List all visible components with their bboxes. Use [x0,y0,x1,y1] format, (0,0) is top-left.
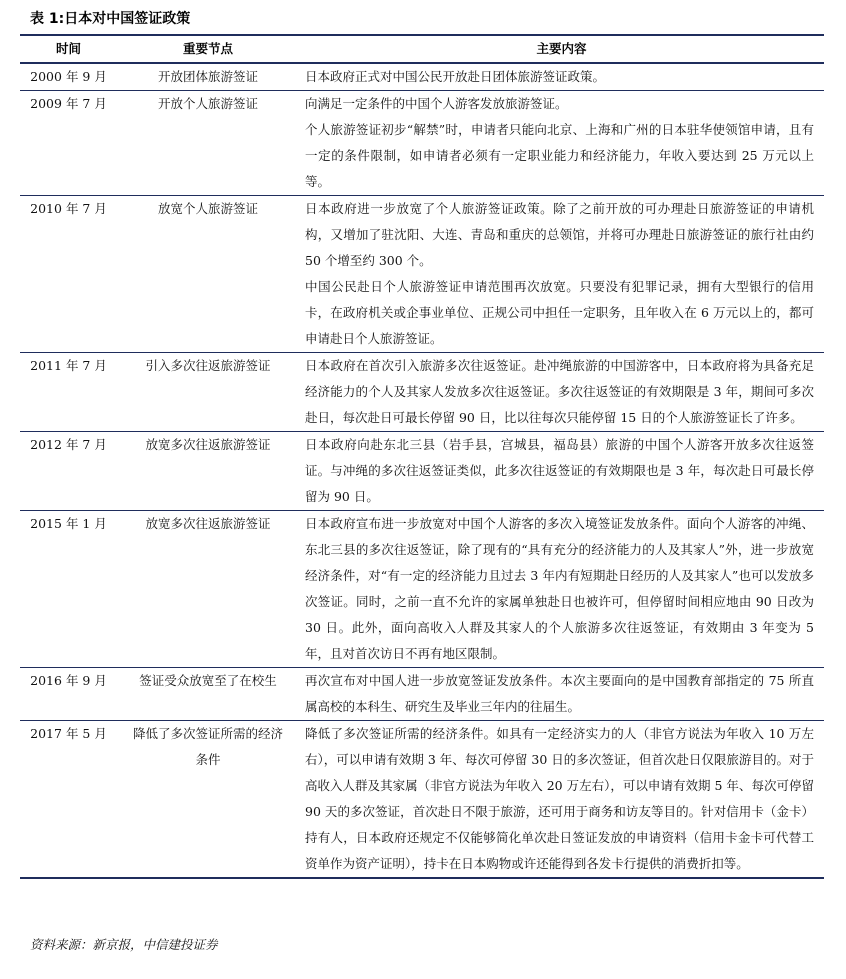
row-node: 放宽个人旅游签证 [117,196,299,353]
table-row [20,432,824,511]
row-time: 2017 年 5 月 [20,721,117,879]
content-paragraph: 日本政府向赴东北三县（岩手县，宫城县，福岛县）旅游的中国个人游客开放多次往返签证。与冲绳的多次往返签证类似，此多次往返签证的有效期限也是 3 年，每次赴日可最长停留为 90 日。 [305,437,814,504]
table-row [20,63,824,91]
row-time: 2000 年 9 月 [20,63,117,91]
content-paragraph: 中国公民赴日个人旅游签证申请范围再次放宽。只要没有犯罪记录，拥有大型银行的信用卡，在政府机关或企事业单位、正规公司中担任一定职务，且年收入在 6 万元以上的，都可申请赴日个人旅游签证。 [305,279,814,346]
row-time: 2010 年 7 月 [20,196,117,353]
row-content [299,668,824,721]
header-node: 重要节点 [117,35,299,63]
table-row [20,668,824,721]
row-content [299,511,824,668]
content-paragraph: 日本政府进一步放宽了个人旅游签证政策。除了之前开放的可办理赴日旅游签证的申请机构，又增加了驻沈阳、大连、青岛和重庆的总领馆，并将可办理赴日旅游签证的旅行社由约 50 个增至约 300 个。 [305,201,814,268]
table-row [20,196,824,353]
table-row [20,91,824,196]
content-paragraph: 降低了多次签证所需的经济条件。如具有一定经济实力的人（非官方说法为年收入 10 万左右），可以申请有效期 3 年、每次可停留 30 日的多次签证，但首次赴日仅限旅游目的。对于高收入人群及其家属（非官方说法为年收入 20 万左右），可以申请有效期 5 年、每次可停留 90 天的多次签证，首次赴日不限于旅游，还可用于商务和访友等目的。针对信用卡（金卡）持有人，日本政府还规定不仅能够简化单次赴日签证发放的申请资料（信用卡金卡可代替工资单作为资产证明），持卡在日本购物或许还能得到各发卡行提供的消费折扣等。 [305,726,814,871]
row-time: 2012 年 7 月 [20,432,117,511]
table-title: 表 1:日本对中国签证政策 [30,11,191,27]
row-time: 2009 年 7 月 [20,91,117,196]
content-paragraph: 日本政府在首次引入旅游多次往返签证。赴冲绳旅游的中国游客中，日本政府将为具备充足经济能力的个人及其家人发放多次往返签证。多次往返签证的有效期限是 3 年，期间可多次赴日，每次赴日可最长停留 90 日，比以往每次只能停留 15 日的个人旅游签证长了许多。 [305,358,814,425]
row-content [299,196,824,353]
row-time: 2016 年 9 月 [20,668,117,721]
row-node: 开放团体旅游签证 [117,63,299,91]
row-node: 降低了多次签证所需的经济条件 [117,721,299,879]
row-node: 开放个人旅游签证 [117,91,299,196]
row-content [299,721,824,879]
row-node: 放宽多次往返旅游签证 [117,432,299,511]
content-paragraph: 日本政府正式对中国公民开放赴日团体旅游签证政策。 [305,69,606,84]
header-time: 时间 [20,35,117,63]
table-row [20,353,824,432]
row-time: 2015 年 1 月 [20,511,117,668]
content-paragraph: 个人旅游签证初步“解禁”时，申请者只能向北京、上海和广州的日本驻华使领馆申请，且有一定的条件限制，如申请者必须有一定职业能力和经济能力，年收入要达到 25 万元以上等。 [305,122,814,189]
table-row [20,721,824,879]
source-note: 资料来源：新京报，中信建投证券 [30,937,218,952]
content-paragraph: 再次宣布对中国人进一步放宽签证发放条件。本次主要面向的是中国教育部指定的 75 所直属高校的本科生、研究生及毕业三年内的往届生。 [305,673,814,714]
table-body [20,63,824,878]
content-paragraph: 向满足一定条件的中国个人游客发放旅游签证。 [305,96,568,111]
row-content [299,91,824,196]
row-node: 放宽多次往返旅游签证 [117,511,299,668]
row-node: 签证受众放宽至了在校生 [117,668,299,721]
row-node: 引入多次往返旅游签证 [117,353,299,432]
table-header [20,35,824,63]
visa-policy-table [20,34,824,879]
row-content [299,353,824,432]
content-paragraph: 日本政府宣布进一步放宽对中国个人游客的多次入境签证发放条件。面向个人游客的冲绳、东北三县的多次往返签证，除了现有的“具有充分的经济能力的人及其家人”外，进一步放宽经济条件，对“有一定的经济能力且过去 3 年内有短期赴日经历的人及其家人”也可以发放多次签证。同时，之前一直不允许的家属单独赴日也被许可，但停留时间相应地由 90 日改为 30 日。此外，面向高收入人群及其家人的个人旅游多次往返签证，有效期由 3 年变为 5 年，且对首次访日不再有地区限制。 [305,516,814,661]
row-content [299,432,824,511]
table-row [20,511,824,668]
header-content: 主要内容 [299,35,824,63]
row-content [299,63,824,91]
row-time: 2011 年 7 月 [20,353,117,432]
